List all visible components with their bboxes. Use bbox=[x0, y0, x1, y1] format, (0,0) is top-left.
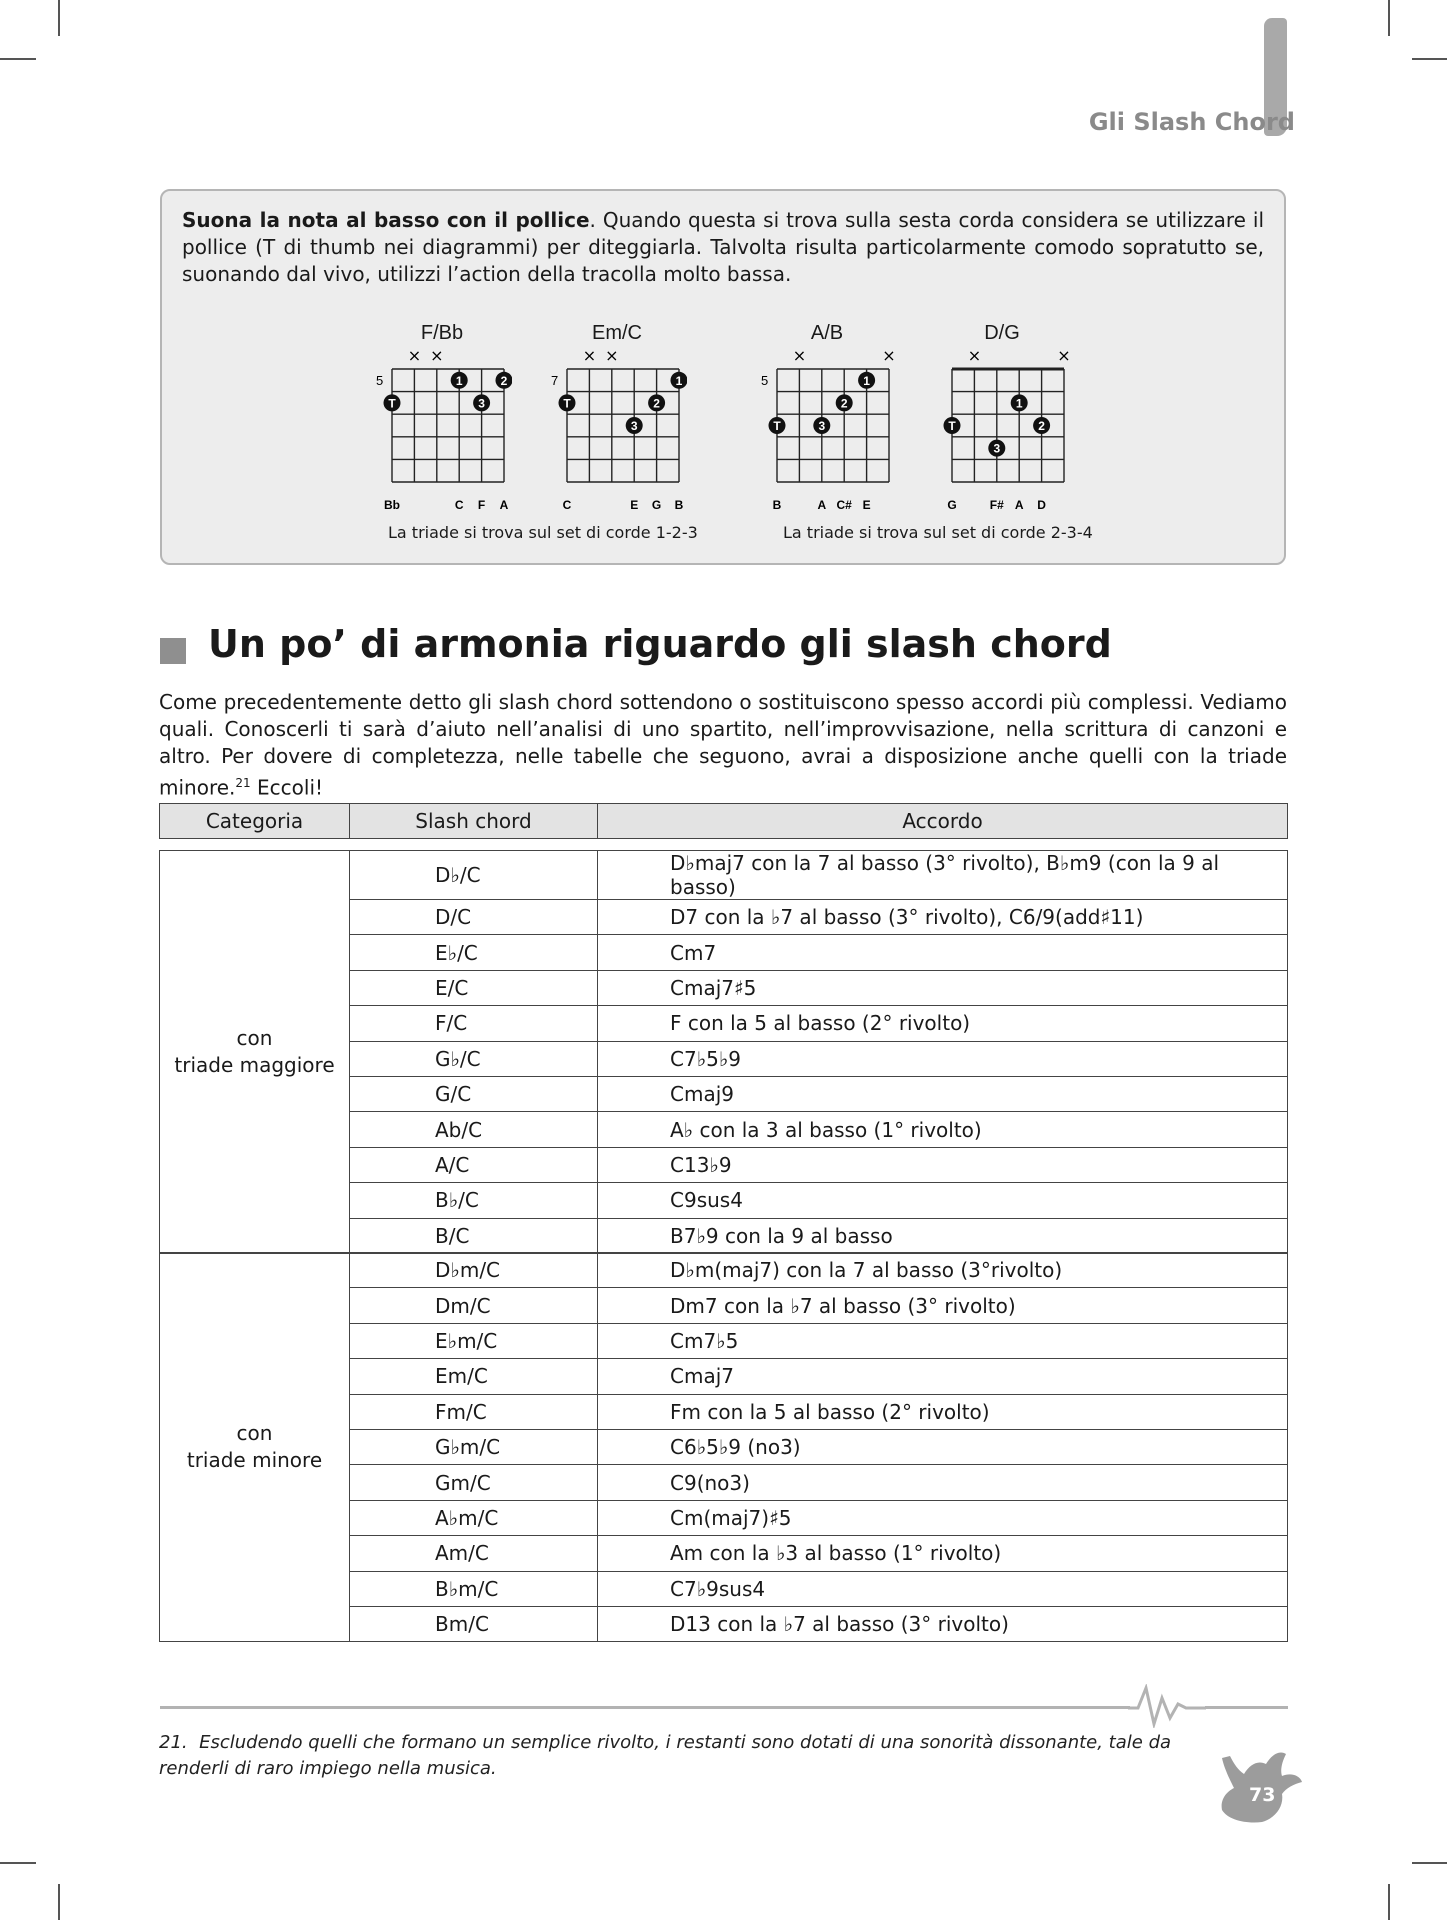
crop-mark bbox=[0, 1862, 36, 1864]
category-cell bbox=[160, 851, 350, 1254]
crop-mark bbox=[1412, 58, 1447, 60]
footnote-text: Escludendo quelli che formano un semplice rivolto, i restanti sono dotati di una sonorità dissonante, tale da renderli di raro impiego nella musica. bbox=[159, 1732, 1172, 1779]
slash-chord-cell: G/C bbox=[350, 1076, 598, 1111]
accordo-cell: Cmaj7 bbox=[598, 1359, 1288, 1394]
finger-label: 2 bbox=[840, 396, 848, 411]
crop-mark bbox=[58, 1884, 60, 1920]
caption-234: La triade si trova sul set di corde 2-3-4 bbox=[783, 523, 1093, 542]
intro-text: Come precedentemente detto gli slash chord sottendono o sostituiscono spesso accordi più complessi. Vediamo quali. Conoscerli ti sarà d’aiuto nell’analisi di uno spartito, nell’improvvisazione, nella scrittura di canzoni e altro. Per dovere di completezza, nelle tabelle che seguono, avrai a disposizione anche quelli con la triade minore. bbox=[159, 690, 1287, 800]
accordo-cell: Cm7♭5 bbox=[598, 1323, 1288, 1358]
finger-label: 3 bbox=[478, 396, 485, 411]
finger-label: 2 bbox=[653, 396, 660, 411]
accordo-cell: Cmaj9 bbox=[598, 1076, 1288, 1111]
string-note: C# bbox=[836, 498, 852, 512]
slash-chord-cell: E♭/C bbox=[350, 935, 598, 970]
crop-mark bbox=[1388, 0, 1390, 36]
accordo-cell: D♭m(maj7) con la 7 al basso (3°rivolto) bbox=[598, 1253, 1288, 1288]
string-note: C bbox=[454, 498, 464, 512]
footnote bbox=[159, 1730, 1189, 1782]
slash-chord-cell: Am/C bbox=[350, 1536, 598, 1571]
string-note: A bbox=[499, 498, 509, 512]
header-accordo: Accordo bbox=[598, 804, 1288, 839]
slash-chord-cell: B♭/C bbox=[350, 1183, 598, 1218]
accordo-cell: A♭ con la 3 al basso (1° rivolto) bbox=[598, 1112, 1288, 1147]
category-line: con bbox=[236, 1025, 273, 1050]
minor-table bbox=[159, 1252, 1288, 1642]
chord-em-c bbox=[551, 322, 684, 512]
finger-label: 3 bbox=[818, 419, 826, 433]
table-header bbox=[159, 803, 1288, 839]
muted-string-mark: × bbox=[430, 346, 444, 365]
rule-zigzag bbox=[1128, 1684, 1208, 1728]
finger-label: 3 bbox=[630, 419, 638, 433]
accordo-cell: C9sus4 bbox=[598, 1183, 1288, 1218]
finger-label: T bbox=[388, 396, 396, 411]
string-note: A bbox=[1014, 498, 1024, 512]
accordo-cell: D7 con la ♭7 al basso (3° rivolto), C6/9(add♯11) bbox=[598, 900, 1288, 935]
slash-chord-cell: A/C bbox=[350, 1147, 598, 1182]
muted-string-mark: × bbox=[882, 346, 896, 365]
string-note: D bbox=[1037, 498, 1046, 512]
finger-label: 2 bbox=[1038, 419, 1045, 433]
muted-string-mark: × bbox=[792, 346, 807, 365]
header-categoria: Categoria bbox=[160, 804, 350, 839]
muted-string-mark: × bbox=[407, 346, 422, 365]
finger-label: 3 bbox=[993, 441, 1001, 456]
slash-chord-cell: Gm/C bbox=[350, 1465, 598, 1500]
footnote-num: 21. bbox=[159, 1732, 188, 1753]
accordo-cell: C13♭9 bbox=[598, 1147, 1288, 1182]
chord-name: F/Bb bbox=[420, 322, 464, 344]
finger-label: 1 bbox=[675, 373, 683, 388]
tip-bold: Suona la nota al basso con il pollice bbox=[182, 208, 590, 232]
accordo-cell: D♭maj7 con la 7 al basso (3° rivolto), B♭m9 (con la 9 al basso) bbox=[598, 851, 1288, 900]
chord-f-bb bbox=[376, 322, 509, 512]
accordo-cell: Am con la ♭3 al basso (1° rivolto) bbox=[598, 1536, 1288, 1571]
footnote-rule-end bbox=[1205, 1706, 1288, 1709]
fret-number: 5 bbox=[376, 373, 384, 388]
category-line: triade maggiore bbox=[174, 1052, 335, 1077]
muted-string-mark: × bbox=[967, 346, 982, 365]
accordo-cell: F con la 5 al basso (2° rivolto) bbox=[598, 1006, 1288, 1041]
accordo-cell: Cm(maj7)♯5 bbox=[598, 1500, 1288, 1535]
string-note: G bbox=[651, 498, 662, 512]
muted-string-mark: × bbox=[605, 346, 619, 365]
accordo-cell: C6♭5♭9 (no3) bbox=[598, 1429, 1288, 1464]
chord-a-b bbox=[761, 322, 896, 512]
table-row bbox=[160, 1253, 1288, 1288]
finger-label: T bbox=[563, 396, 571, 411]
accordo-cell: C7♭5♭9 bbox=[598, 1041, 1288, 1076]
accordo-cell: Fm con la 5 al basso (2° rivolto) bbox=[598, 1394, 1288, 1429]
fret-number: 5 bbox=[761, 373, 769, 388]
category-line: con bbox=[236, 1421, 273, 1446]
header-slash-chord: Slash chord bbox=[350, 804, 598, 839]
crop-mark bbox=[1412, 1862, 1447, 1864]
accordo-cell: C9(no3) bbox=[598, 1465, 1288, 1500]
finger-label: 1 bbox=[863, 373, 870, 388]
muted-string-mark: × bbox=[1057, 346, 1071, 365]
string-note: E bbox=[862, 498, 871, 512]
slash-chord-cell: A♭m/C bbox=[350, 1500, 598, 1535]
section-title: Un po’ di armonia riguardo gli slash chord bbox=[208, 622, 1112, 666]
accordo-cell: Cmaj7♯5 bbox=[598, 970, 1288, 1005]
caption-123: La triade si trova sul set di corde 1-2-3 bbox=[388, 523, 698, 542]
string-note: C bbox=[562, 498, 572, 512]
string-note: A bbox=[817, 498, 827, 512]
tip-body: . Quando questa si trova sulla sesta corda considera se utilizzare il pollice (T di thumb nei diagrammi) per diteggiarla. Talvolta risulta particolarmente comodo sopratutto se, suonando dal vivo, utilizzi l’action della tracolla molto bassa. bbox=[182, 208, 1265, 286]
footnote-ref: 21 bbox=[235, 776, 251, 790]
chord-d-g bbox=[942, 322, 1071, 512]
slash-chord-cell: E/C bbox=[350, 970, 598, 1005]
slash-chord-cell: G♭m/C bbox=[350, 1429, 598, 1464]
finger-label: 1 bbox=[455, 373, 463, 388]
page-number: 73 bbox=[1249, 1784, 1276, 1806]
fret-number: 7 bbox=[551, 373, 559, 388]
finger-label: 1 bbox=[1015, 396, 1023, 411]
chord-name: A/B bbox=[810, 322, 844, 344]
finger-label: T bbox=[773, 419, 781, 433]
chord-name: D/G bbox=[984, 322, 1020, 344]
tip-text bbox=[182, 207, 1264, 288]
crop-mark bbox=[58, 0, 60, 36]
slash-chord-cell: B/C bbox=[350, 1218, 598, 1253]
string-note: E bbox=[630, 498, 639, 512]
string-note: B bbox=[772, 498, 782, 512]
string-note: B bbox=[674, 498, 684, 512]
string-note: Bb bbox=[384, 498, 400, 512]
slash-chord-cell: Em/C bbox=[350, 1359, 598, 1394]
string-note: G bbox=[947, 498, 957, 512]
section-marker bbox=[160, 638, 186, 664]
accordo-cell: Dm7 con la ♭7 al basso (3° rivolto) bbox=[598, 1288, 1288, 1323]
chord-name: Em/C bbox=[592, 322, 642, 344]
slash-chord-cell: E♭m/C bbox=[350, 1323, 598, 1358]
slash-chord-cell: D♭m/C bbox=[350, 1253, 598, 1288]
table-row bbox=[160, 851, 1288, 900]
accordo-cell: B7♭9 con la 9 al basso bbox=[598, 1218, 1288, 1253]
slash-chord-cell: B♭m/C bbox=[350, 1571, 598, 1606]
accordo-cell: Cm7 bbox=[598, 935, 1288, 970]
intro-end: Eccoli! bbox=[250, 775, 324, 800]
slash-chord-cell: G♭/C bbox=[350, 1041, 598, 1076]
finger-label: T bbox=[948, 419, 956, 433]
slash-chord-cell: D♭/C bbox=[350, 851, 598, 900]
muted-string-mark: × bbox=[582, 346, 597, 365]
major-table bbox=[159, 850, 1288, 1254]
accordo-cell: D13 con la ♭7 al basso (3° rivolto) bbox=[598, 1606, 1288, 1641]
accordo-cell: C7♭9sus4 bbox=[598, 1571, 1288, 1606]
slash-chord-cell: D/C bbox=[350, 900, 598, 935]
finger-label: 2 bbox=[500, 373, 508, 388]
crop-mark bbox=[0, 58, 36, 60]
category-cell bbox=[160, 1253, 350, 1642]
slash-chord-cell: Ab/C bbox=[350, 1112, 598, 1147]
slash-chord-cell: F/C bbox=[350, 1006, 598, 1041]
crop-mark bbox=[1388, 1884, 1390, 1920]
slash-chord-cell: Fm/C bbox=[350, 1394, 598, 1429]
string-note: F bbox=[477, 498, 486, 512]
footnote-rule bbox=[160, 1706, 1130, 1709]
intro-paragraph bbox=[159, 689, 1287, 802]
slash-chord-cell: Dm/C bbox=[350, 1288, 598, 1323]
category-line: triade minore bbox=[186, 1448, 323, 1473]
running-head: Gli Slash Chord bbox=[1088, 108, 1295, 136]
slash-chord-cell: Bm/C bbox=[350, 1606, 598, 1641]
string-note: F# bbox=[989, 498, 1004, 512]
